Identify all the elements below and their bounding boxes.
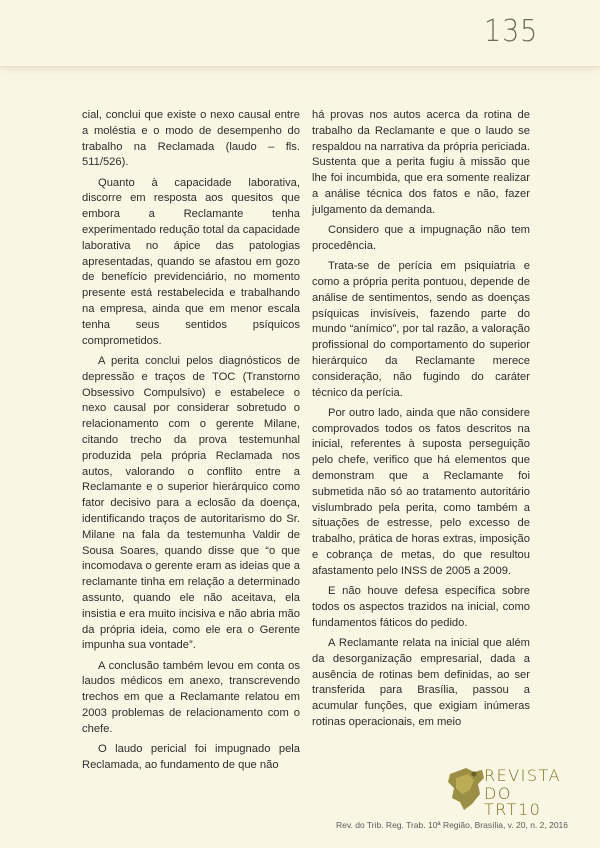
paragraph: há provas nos autos acerca da rotina de trabalho da Reclamante e que o laudo se respaldou na narrativa da própria periciada. Sustenta que a perita fugiu à missão que lhe foi incumbida, que era somente realizar a análise técnica dos fatos e não, fazer julgamento da demanda. — [312, 109, 530, 216]
logo-line-1: REVISTA — [484, 766, 562, 785]
page-header — [0, 0, 600, 67]
paragraph: Por outro lado, ainda que não considere comprovados todos os fatos descritos na inicial, referentes à suposta perseguição pelo chefe, verifico que há elementos que demonstram que a Reclamante foi submetida não só ao tratamento autoritário vislumbrado pela perita, como também a situações de estresse, pelo excesso de trabalho, prática de horas extras, imposição e cobrança de metas, do que resultou afastamento pelo INSS de 2005 a 2009. — [312, 406, 530, 577]
paragraph: cial, conclui que existe o nexo causal entre a moléstia e o modo de desempenho do trabalho na Reclamada (laudo – fls. 511/526). — [82, 109, 300, 169]
left-column — [82, 108, 300, 778]
paragraph: O laudo pericial foi impugnado pela Reclamada, ao fundamento de que não — [82, 743, 300, 771]
paragraph: Quanto à capacidade laborativa, discorre em resposta aos quesitos que embora a Reclamante tenha experimentado redução total da capacidade laborativa no ápice das patologias apresentadas, quando se afastou em gozo de benefício previdenciário, no momento presente está restabelecida e trabalhando na empresa, ainda que em menor escala tenha seus sentidos psíquicos comprometidos. — [82, 176, 300, 347]
paragraph: Trata-se de perícia em psiquiatria e como a própria perita pontuou, depende de análise de sentimentos, sendo as doenças psíquicas invisíveis, fazendo parte do mundo “anímico”, por tal razão, a valoração profissional do comportamento do superior hierárquico da Reclamante merece consideração, não fugindo do caráter técnico da perícia. — [312, 260, 530, 399]
page-number: 135 — [483, 14, 538, 49]
paragraph: Considero que a impugnação não tem procedência. — [312, 224, 530, 252]
paragraph: A Reclamante relata na inicial que além da desorganização empresarial, dada a ausência de rotinas bem definidas, ao ser transferida para Brasília, passou a acumular funções, que exigiam inúmeras rotinas operacionais, em meio — [312, 637, 530, 728]
journal-logo — [444, 764, 574, 819]
paragraph: A perita conclui pelos diagnósticos de depressão e traços de TOC (Transtorno Obsessivo Compulsivo) e estabelece o nexo causal por considerar sobretudo o relacionamento com o gerente Milane, citando trecho da prova testemunhal produzida pela própria Reclamada nos autos, valorando o conflito entre a Reclamante e o superior hierárquico como fator decisivo para a eclosão da doença, identificando traços de autoritarismo do Sr. Milane na fala da testemunha Valdir de Sousa Soares, quando disse que “o que incomodava o gerente eram as ideias que a reclamante tinha em relação a determinado assunto, quando ele não aceitava, ela insistia e era muito incisiva e não abria mão da própria ideia, como ele era o Gerente impunha sua vontade”. — [82, 354, 300, 652]
paragraph: E não houve defesa específica sobre todos os aspectos trazidos na inicial, como fundamentos fáticos do pedido. — [312, 585, 530, 629]
footer-citation: Rev. do Trib. Reg. Trab. 10ª Região, Brasília, v. 20, n. 2, 2016 — [336, 820, 568, 830]
logo-line-2: DO TRT10 — [484, 784, 542, 819]
paragraph: A conclusão também levou em conta os laudos médicos em anexo, transcrevendo trechos em que a Reclamante relatou em 2003 problemas de relacionamento com o chefe. — [82, 659, 300, 735]
right-column — [312, 108, 530, 735]
logo-mark-icon — [444, 764, 488, 814]
